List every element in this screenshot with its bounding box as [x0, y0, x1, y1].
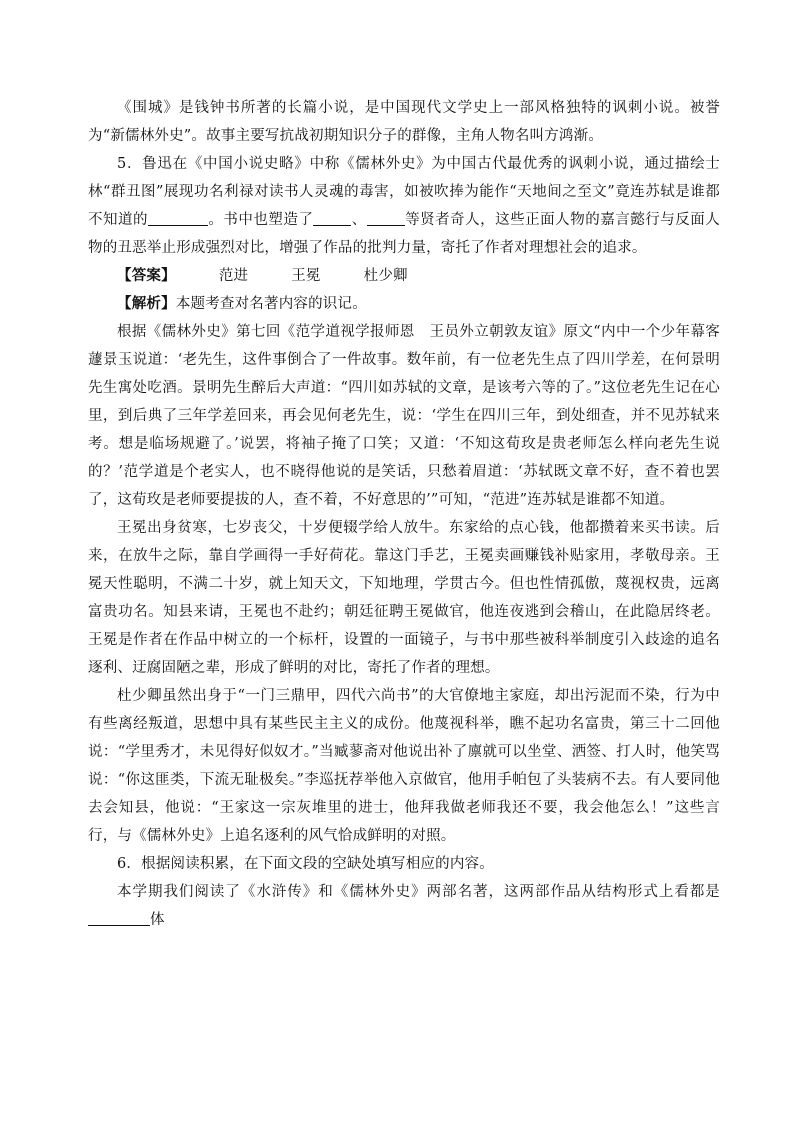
paragraph-wangmian: 王冕出身贫寒，七岁丧父，十岁便辍学给人放牛。东家给的点心钱，他都攒着来买书读。后来，在放牛之际，靠自学画得一手好荷花。靠这门手艺，王冕卖画赚钱补贴家用，孝敬母亲。王冕天性聪明，不满二十岁，就上知天文，下知地理，学贯古今。但也性情孤傲，蔑视权贵，远离富贵功名。知县来请，王冕也不赴约；朝廷征聘王冕做官，他连夜逃到会稽山，在此隐居终老。王冕是作者在作品中树立的一个标杆，设置的一面镜子，与书中那些被科举制度引入歧途的追名逐利、迂腐固陋之辈，形成了鲜明的对比，寄托了作者的理想。: [88, 520, 720, 676]
answer-blank-4[interactable]: [88, 911, 150, 926]
paragraph-weicheng: 《围城》是钱钟书所著的长篇小说，是中国现代文学史上一部风格独特的讽刺小说。被誉为“新儒林外史”。故事主要写抗战初期知识分子的群像，主角人物名叫方鸿渐。: [88, 100, 720, 144]
document-body: [88, 94, 720, 934]
answer-blank-1[interactable]: [148, 211, 208, 226]
answer-blank-2[interactable]: [313, 211, 351, 226]
analysis-line: [88, 290, 720, 318]
question-6-text-1: 本学期我们阅读了《水浒传》和《儒林外史》两部名著，这两部作品从结构形式上看都是: [117, 884, 720, 900]
answer-line: [88, 262, 720, 290]
analysis-label: 【解析】: [117, 295, 176, 312]
paragraph-fanjin: 根据《儒林外史》第七回《范学道视学报师恩 王员外立朝敦友谊》原文“内中一个少年幕客蘧景玉说道：‘老先生，这件事倒合了一件故事。数年前，有一位老先生点了四川学差，在何景明先生寓处吃酒。景明先生醉后大声道：“四川如苏轼的文章，是该考六等的了。”这位老先生记在心里，到后典了三年学差回来，再会见何老先生，说：‘学生在四川三年，到处细查，并不见苏轼来考。想是临场规避了。’说罢，将袖子掩了口笑；又道：‘不知这荀玫是贵老师怎么样向老先生说的？’范学道是个老实人，也不晓得他说的是笑话，只愁着眉道：‘苏轼既文章不好，查不着也罢了，这荀玫是老师要提拔的人，查不着，不好意思的’”可知，“范进”连苏轼是谁都不知道。: [88, 324, 720, 508]
question-6-text-2: 体: [150, 912, 165, 928]
question-5-text-3: 、: [351, 212, 367, 228]
answer-3: 杜少卿: [363, 268, 408, 284]
answer-label: 【答案】: [117, 267, 176, 284]
answer-1: 范进: [218, 268, 249, 284]
question-5-text-4: 等贤者奇人，这些正面人物的嘉言懿行与反面人物的丑恶举止形成强烈对比，增强了作品的批判力量，寄托了作者对理想社会的追求。: [88, 212, 720, 256]
question-5: [88, 150, 720, 262]
answer-2: 王冕: [291, 268, 321, 284]
analysis-text: 本题考查对名著内容的识记。: [175, 296, 367, 312]
question-6-text: [88, 878, 720, 934]
question-5-text-1: 5．鲁迅在《中国小说史略》中称《儒林外史》为中国古代最优秀的讽刺小说，通过描绘士林“群丑图”展现功名利禄对读书人灵魂的毒害，如被吹捧为能作“天地间之至文”竟连苏轼是谁都不知道的: [88, 156, 720, 228]
question-5-text-2: 。书中也塑造了: [208, 212, 314, 228]
answer-blank-3[interactable]: [367, 211, 405, 226]
question-6: 6．根据阅读积累，在下面文段的空缺处填写相应的内容。: [117, 856, 494, 872]
paragraph-dushaoqing: 杜少卿虽然出身于“一门三鼎甲，四代六尚书”的大官僚地主家庭，却出污泥而不染，行为中有些离经叛道，思想中具有某些民主主义的成份。他蔑视科举，瞧不起功名富贵，第三十二回他说：“学里秀才，未见得好似奴才。”当臧蓼斋对他说出补了廪就可以坐堂、洒签、打人时，他笑骂说：“你这匪类，下流无耻极矣。”李巡抚荐举他入京做官，他用手帕包了头装病不去。有人要同他去会知县，他说：“王家这一宗灰堆里的进士，他拜我做老师我还不要，我会他怎么！”这些言行，与《儒林外史》上追名逐利的风气恰成鲜明的对照。: [88, 688, 720, 844]
